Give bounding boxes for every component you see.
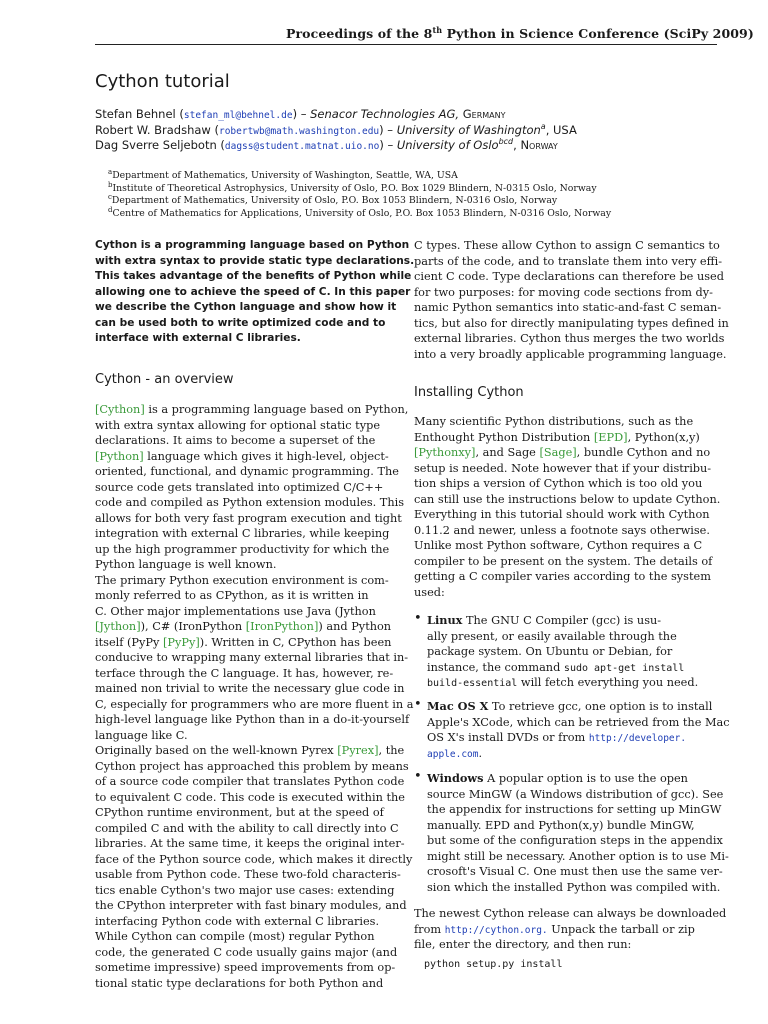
body-line: code, the generated C code usually gains major (and — [95, 945, 398, 959]
body-line: into a very broadly applicable programming language. — [414, 347, 727, 361]
section-overview-body — [95, 402, 414, 991]
author-country: , USA — [545, 122, 577, 137]
body-line: Unlike most Python software, Cython requires a C — [414, 539, 703, 552]
section-overview-heading: Cython - an overview — [95, 372, 234, 387]
bullet-icon: • — [414, 611, 422, 626]
body-line: C types. These allow Cython to assign C semantics to — [414, 239, 720, 252]
body-line: Everything in this tutorial should work with Cython — [414, 508, 710, 521]
body-line: interfacing Python code with external C libraries. — [95, 914, 380, 928]
author-email-link[interactable]: robertwb@math.washington.edu — [218, 125, 380, 137]
bullet-line: the appendix for instructions for setting up MinGW — [427, 803, 722, 816]
author-line: Robert W. Bradshaw (robertwb@math.washington.edu) – University of Washington$^a$, USA — [95, 122, 577, 137]
install-command: python setup.py install — [424, 959, 563, 970]
author-country: , Norway — [513, 137, 558, 152]
author-email-link[interactable]: dagss@student.matnat.uio.no — [224, 140, 380, 152]
body-line: Python language is well known. — [95, 558, 277, 571]
body-line: namic Python semantics into static-and-fast C seman- — [414, 301, 722, 314]
abstract-line: with extra syntax to provide static type declarations. — [95, 254, 415, 267]
body-line: CPython runtime environment, but at the speed of — [95, 806, 384, 819]
body-line: parts of the code, and to translate them into very effi- — [414, 254, 723, 268]
section-install-heading: Installing Cython — [414, 385, 524, 400]
body-line: for two purposes: for moving code sections from dy- — [414, 285, 713, 299]
body-line: Enthought Python Distribution [EPD], Python(x,y) — [414, 430, 700, 444]
bullet-item — [427, 613, 717, 691]
bullet-line: instance, the command sudo apt-get install — [427, 660, 685, 674]
author-institution: University of Washington — [396, 122, 541, 137]
abstract-line: interface with external C libraries. — [95, 332, 301, 344]
affiliation-line: $^d$Centre of Mathematics for Applications, University of Oslo, P.O. Box 1053 Blindern, N-0316 Oslo, Norway — [108, 205, 612, 219]
bullet-line: Apple's XCode, which can be retrieved from the Mac — [427, 715, 730, 729]
body-line: terface through the C language. It has, however, re- — [95, 666, 394, 680]
body-line: allows for both very fast program execution and tight — [95, 511, 402, 525]
body-line: C, especially for programmers who are more fluent in a — [95, 697, 414, 711]
bullet-item — [427, 771, 729, 895]
author-name: Robert W. Bradshaw ( — [95, 122, 219, 137]
citation-link[interactable]: [Pythonxy] — [414, 446, 476, 459]
bullet-line: source MinGW (a Windows distribution of gcc). See — [427, 787, 724, 801]
affiliation-line: $^c$Department of Mathematics, University of Oslo, P.O. Box 1053 Blindern, N-0316 Oslo, Norway — [108, 193, 558, 207]
body-line: tional static type declarations for both Python and — [95, 976, 384, 990]
author-email-link[interactable]: stefan_ml@behnel.de — [183, 110, 293, 121]
author-name: Dag Sverre Seljebotn ( — [95, 137, 225, 152]
body-line: The newest Cython release can always be downloaded — [414, 907, 727, 920]
abstract-line: Cython is a programming language based on Python — [95, 239, 410, 251]
bullet-line: build-essential will fetch everything you need. — [427, 676, 699, 689]
body-line: can still use the instructions below to update Cython. — [414, 492, 721, 506]
url-link[interactable]: http://cython.org. — [444, 924, 548, 936]
citation-link[interactable]: [Python] — [95, 449, 144, 463]
body-line: Many scientific Python distributions, such as the — [414, 415, 694, 428]
author-institution: Senacor Technologies AG, — [310, 107, 460, 121]
body-line: The primary Python execution environment is com- — [95, 573, 389, 587]
running-header: Proceedings of the 8th Python in Science Conference (SciPy 2009) — [286, 25, 754, 42]
body-line: file, enter the directory, and then run: — [414, 938, 632, 951]
body-line: up the high programmer productivity for which the — [95, 542, 390, 556]
citation-link[interactable]: [PyPy] — [163, 635, 200, 649]
body-line: face of the Python source code, which makes it directly — [95, 852, 413, 866]
body-line: [Cython] is a programming language based on Python, — [95, 403, 409, 416]
body-line: itself (PyPy [PyPy]). Written in C, CPython has been — [95, 635, 392, 649]
column2-continuation — [414, 238, 729, 362]
citation-link[interactable]: [Jython] — [95, 620, 141, 633]
author-line: Stefan Behnel (stefan_ml@behnel.de) – Senacor Technologies AG, Germany — [95, 107, 506, 121]
url-link[interactable]: http://developer. — [588, 733, 687, 744]
body-line: cient C code. Type declarations can therefore be used — [414, 270, 724, 283]
url-link[interactable]: apple.com — [427, 748, 479, 760]
body-line: Cython project has approached this problem by means — [95, 759, 409, 773]
abstract-line: This takes advantage of the benefits of Python while — [95, 270, 412, 282]
affiliation-line: $^a$Department of Mathematics, University of Washington, Seattle, WA, USA — [108, 168, 458, 182]
body-line: to equivalent C code. This code is executed within the — [95, 790, 405, 804]
body-line: external libraries. Cython thus merges the two worlds — [414, 332, 725, 345]
body-line: getting a C compiler varies according to the system — [414, 570, 711, 583]
affiliation-line: $^b$Institute of Theoretical Astrophysics, University of Oslo, P.O. Box 1029 Blindern, N-0315 Oslo, Norway — [108, 180, 597, 194]
body-line: oriented, functional, and dynamic programming. The — [95, 465, 399, 478]
bullet-line: Mac OS X To retrieve gcc, one option is to install — [427, 699, 713, 713]
body-line: C. Other major implementations use Java (Jython — [95, 604, 376, 618]
author-country: Germany — [459, 107, 506, 121]
bullet-line: ally present, or easily available through the — [427, 629, 677, 643]
abstract-line: allowing one to achieve the speed of C. In this paper — [95, 285, 411, 298]
bullet-label: Mac OS X — [427, 699, 489, 713]
author-line: Dag Sverre Seljebotn (dagss@student.matnat.uio.no) – University of Oslo$^{bcd}$, Norway — [95, 137, 558, 152]
body-line: While Cython can compile (most) regular Python — [95, 930, 375, 943]
body-line: the CPython interpreter with fast binary modules, and — [95, 899, 407, 912]
body-line: setup is needed. Note however that if your distribu- — [414, 461, 712, 475]
body-line: tion ships a version of Cython which is too old you — [414, 477, 703, 490]
body-line: used: — [414, 585, 445, 599]
abstract — [95, 238, 415, 347]
header-rule — [95, 44, 717, 45]
bullet-line: OS X's install DVDs or from http://developer. — [427, 731, 687, 744]
body-line: libraries. At the same time, it keeps the original inter- — [95, 837, 405, 850]
body-line: compiled C and with the ability to call directly into C — [95, 821, 399, 835]
body-line: [Python] language which gives it high-level, object- — [95, 449, 389, 463]
body-line: sometime impressive) speed improvements from op- — [95, 961, 396, 974]
body-line: integration with external C libraries, while keeping — [95, 527, 390, 540]
body-line: [Jython]), C# (IronPython [IronPython]) and Python — [95, 620, 392, 633]
abstract-line: can be used both to write optimized code and to — [95, 316, 386, 329]
body-line: mained non trivial to write the necessary glue code in — [95, 682, 405, 695]
body-line: language like C. — [95, 728, 188, 742]
bullet-line: but some of the configuration steps in the appendix — [427, 834, 723, 847]
abstract-line: we describe the Cython language and show how it — [95, 301, 397, 313]
download-paragraph — [414, 906, 727, 953]
citation-link[interactable]: [EPD] — [593, 430, 628, 444]
author-name: Stefan Behnel ( — [95, 107, 184, 121]
paper-title: Cython tutorial — [95, 71, 230, 92]
citation-link[interactable]: [Cython] — [95, 403, 145, 416]
bullet-line: sion which the installed Python was compiled with. — [427, 880, 721, 894]
body-line: Originally based on the well-known Pyrex [Pyrex], the — [95, 744, 405, 757]
bullet-icon: • — [414, 769, 422, 784]
bullet-line: might still be necessary. Another option is to use Mi- — [427, 849, 729, 863]
body-line: from http://cython.org. Unpack the tarball or zip — [414, 922, 695, 936]
body-line: high-level language like Python than in a do-it-yourself — [95, 713, 410, 726]
bullet-line: package system. On Ubuntu or Debian, for — [427, 645, 673, 658]
body-line: code and compiled as Python extension modules. This — [95, 496, 405, 509]
bullet-item — [427, 699, 730, 761]
body-line: tics enable Cython's two major use cases: extending — [95, 883, 395, 897]
body-line: of a source code compiler that translates Python code — [95, 775, 405, 788]
body-line: tics, but also for directly manipulating types defined in — [414, 316, 729, 330]
body-line: compiler to be present on the system. The details of — [414, 554, 713, 568]
body-line: with extra syntax allowing for optional static type — [95, 418, 381, 432]
body-line: source code gets translated into optimized C/C++ — [95, 480, 384, 494]
body-line: conducive to wrapping many external libraries that in- — [95, 651, 409, 664]
bullet-line: crosoft's Visual C. One must then use the same ver- — [427, 865, 723, 878]
body-line: usable from Python code. These two-fold characteris- — [95, 868, 401, 881]
bullet-line: apple.com. — [427, 746, 483, 760]
bullet-line: Windows A popular option is to use the open — [427, 771, 688, 785]
section-install-body — [414, 414, 721, 600]
body-line: 0.11.2 and newer, unless a footnote says otherwise. — [414, 523, 710, 537]
bullet-line: manually. EPD and Python(x,y) bundle MinGW, — [427, 818, 695, 832]
author-institution: University of Oslo — [396, 137, 499, 152]
bullet-label: Linux — [427, 613, 463, 627]
body-line: [Pythonxy], and Sage [Sage], bundle Cython and no — [414, 446, 711, 459]
body-line: declarations. It aims to become a superset of the — [95, 434, 376, 447]
citation-link[interactable]: [IronPython] — [245, 620, 319, 633]
bullet-line: Linux The GNU C Compiler (gcc) is usu- — [427, 613, 662, 627]
citation-link[interactable]: [Sage] — [539, 446, 577, 459]
bullet-label: Windows — [427, 771, 484, 785]
bullet-icon: • — [414, 697, 422, 712]
citation-link[interactable]: [Pyrex] — [337, 744, 379, 757]
body-line: monly referred to as CPython, as it is written in — [95, 589, 369, 602]
